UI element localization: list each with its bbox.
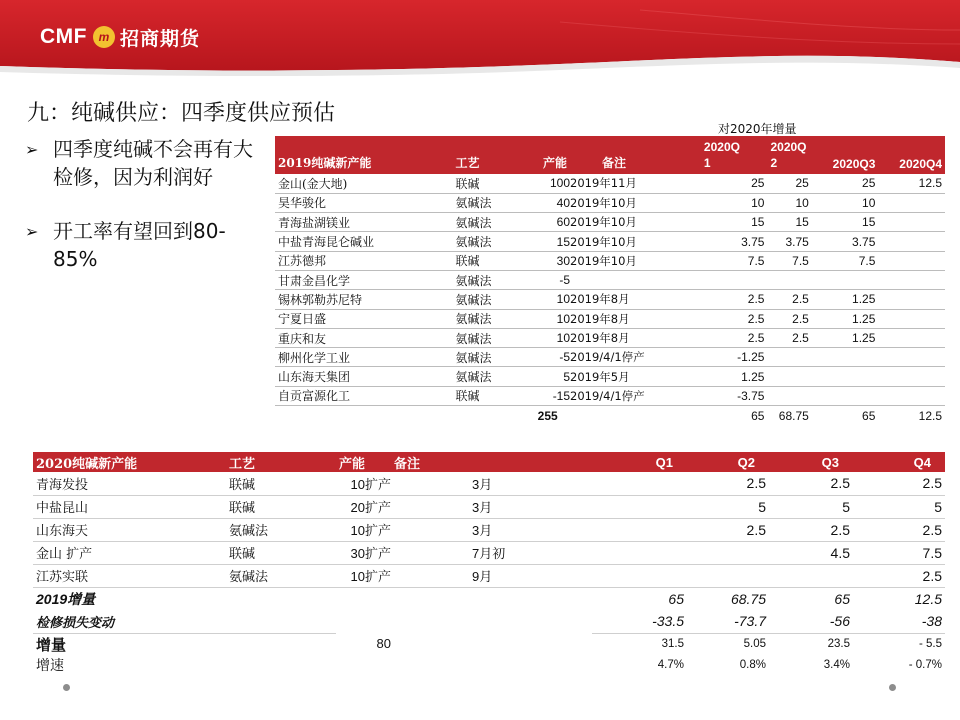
increase-row: [33, 633, 945, 655]
increment-q4: 7.5: [853, 541, 945, 564]
capacity: [336, 518, 391, 541]
increment-q3: [812, 367, 879, 386]
increment-q1: [701, 270, 768, 289]
header-capacity-2019: 2019纯碱新产能: [275, 136, 452, 174]
total-cell: [570, 406, 701, 426]
increment-q4: [878, 290, 945, 309]
remark: 2019年10月: [570, 232, 701, 251]
increment-q2: 3.75: [767, 232, 811, 251]
header-process: 工艺: [452, 136, 525, 174]
capacity: 10: [526, 290, 570, 309]
table-row: [275, 328, 945, 347]
increment-q1: [592, 518, 687, 541]
increment-q2: [767, 367, 811, 386]
process: 氨碱法: [226, 518, 336, 541]
plant-name: 柳州化学工业: [275, 348, 452, 367]
increment-q3: [812, 270, 879, 289]
process: 联碱: [452, 174, 525, 193]
total-cell: 12.5: [878, 406, 945, 426]
increment-q3: 5: [769, 495, 853, 518]
table-row: [33, 564, 945, 587]
process: 联碱: [226, 472, 336, 495]
arrow-bullet-icon: ➢: [25, 140, 39, 159]
start-month: 3月: [472, 495, 592, 518]
increment-q2: [687, 564, 769, 587]
maintenance-q4: -38: [853, 610, 945, 633]
increment-q1: -3.75: [701, 386, 768, 405]
capacity: [336, 541, 391, 564]
increment-q2: [767, 386, 811, 405]
capacity: [336, 495, 391, 518]
capacity-2020-table: [33, 452, 945, 675]
total-cell: 68.75: [767, 406, 811, 426]
remark-spacer: [391, 495, 472, 518]
increment-q4: [878, 386, 945, 405]
growth-spacer: [472, 655, 592, 675]
plant-name: 江苏实联: [33, 564, 226, 587]
process: 氨碱法: [452, 367, 525, 386]
remark: 2019年8月: [570, 328, 701, 347]
bullet-item: [25, 217, 265, 273]
increment-q4: [878, 232, 945, 251]
increment-q2: 10: [767, 193, 811, 212]
plant-name: 金山(金大地): [275, 174, 452, 193]
process: 联碱: [226, 495, 336, 518]
process: 联碱: [452, 386, 525, 405]
increase_2019-spacer: [391, 587, 472, 610]
increment-q1: [592, 495, 687, 518]
remark: 2019年8月: [570, 290, 701, 309]
increase_2019-q2: 68.75: [730, 590, 766, 607]
remark: [570, 270, 701, 289]
increase-q1: 31.5: [661, 638, 684, 650]
start-month: 7月初: [472, 541, 592, 564]
total-cell: [452, 406, 525, 426]
increment-q1: [592, 472, 687, 495]
increment-q4: 2.5: [853, 472, 945, 495]
remark: 2019年10月: [570, 213, 701, 232]
plant-name: 金山 扩产: [33, 541, 226, 564]
process: 氨碱法: [452, 232, 525, 251]
increment-q3: 3.75: [812, 232, 879, 251]
maintenance-label: 检修损失变动: [33, 610, 336, 633]
increment-q4: [878, 193, 945, 212]
remark: 2019年10月: [570, 251, 701, 270]
plant-name: 自贡富源化工: [275, 386, 452, 405]
table-row: [275, 193, 945, 212]
increment-q1: 3.75: [701, 232, 768, 251]
increase-spacer: [391, 633, 472, 655]
process: 氨碱法: [452, 328, 525, 347]
table-row: [275, 386, 945, 405]
growth-q2: 0.8%: [739, 658, 766, 671]
increment-q3: 2.5: [769, 472, 853, 495]
increment-q3: 1.25: [812, 290, 879, 309]
increment-q3: [812, 348, 879, 367]
increment-q4: 5: [853, 495, 945, 518]
increment-q3: [812, 386, 879, 405]
increase-q3: 23.5: [827, 638, 850, 650]
start-month: 9月: [472, 564, 592, 587]
plant-name: 中盐青海昆仑碱业: [275, 232, 452, 251]
increment-q1: 25: [701, 174, 768, 193]
increase_2019-capacity: [336, 587, 391, 610]
increment-q2: 5: [687, 495, 769, 518]
capacity: [336, 472, 391, 495]
plant-name: 青海发投: [33, 472, 226, 495]
plant-name: 锡林郭勒苏尼特: [275, 290, 452, 309]
table-header-row: [33, 452, 945, 472]
total-row: [275, 406, 945, 426]
table-row: [275, 251, 945, 270]
capacity-value: 10: [350, 476, 365, 492]
plant-name: 宁夏日盛: [275, 309, 452, 328]
plant-name: 山东海天: [33, 518, 226, 541]
logo-chinese-text: 招商期货: [120, 27, 201, 50]
arrow-bullet-icon: ➢: [25, 222, 39, 241]
plant-name: 昊华骏化: [275, 193, 452, 212]
increment-q4: 2.5: [853, 518, 945, 541]
capacity-value: 30: [350, 546, 365, 561]
process: 氨碱法: [226, 564, 336, 587]
increment-q1: 2.5: [701, 290, 768, 309]
header-q2: Q2: [687, 452, 769, 472]
capacity-2019-table: [275, 136, 945, 426]
remark: 2019年11月: [570, 174, 701, 193]
increment-q2: 15: [767, 213, 811, 232]
table-row: [33, 472, 945, 495]
growth-capacity: [336, 655, 391, 675]
increment-q4: [878, 367, 945, 386]
header-q4: 2020Q4: [878, 136, 945, 174]
plant-name: 江苏德邦: [275, 251, 452, 270]
bullet-list: [25, 135, 265, 299]
process: 氨碱法: [452, 193, 525, 212]
increment-q4: 2.5: [853, 564, 945, 587]
header-capacity-2020: 2020纯碱新产能: [33, 452, 226, 472]
maintenance-row: [33, 610, 945, 633]
increase_2019-label: 2019增量: [36, 590, 96, 607]
increase-q2: 5.05: [743, 638, 766, 650]
remark: 2019/4/1停产: [570, 348, 701, 367]
process: 氨碱法: [452, 348, 525, 367]
capacity-type: 扩产: [364, 524, 391, 539]
total-cell: 65: [812, 406, 879, 426]
capacity: 10: [526, 309, 570, 328]
capacity-type: 扩产: [364, 477, 391, 493]
increment-q2: 2.5: [687, 472, 769, 495]
increment-q2: [687, 541, 769, 564]
table-row: [33, 518, 945, 541]
remark: 2019年10月: [570, 193, 701, 212]
increment-q3: 1.25: [812, 328, 879, 347]
increment-q1: 2.5: [701, 309, 768, 328]
table-header-row: [275, 136, 945, 174]
increment-q4: [878, 251, 945, 270]
remark-spacer: [391, 518, 472, 541]
plant-name: 青海盐湖镁业: [275, 213, 452, 232]
increment-q1: 7.5: [701, 251, 768, 270]
increase-q4: - 5.5: [918, 638, 942, 650]
increment-q2: 7.5: [767, 251, 811, 270]
table-row: [275, 290, 945, 309]
increment-q4: [878, 328, 945, 347]
header-q4: Q4: [853, 452, 945, 472]
increase-label: 增量: [36, 635, 67, 654]
increment-q1: 1.25: [701, 367, 768, 386]
increment-q1: [592, 564, 687, 587]
table-row: [275, 213, 945, 232]
bullet-text: 四季度纯碱不会再有大检修，因为利润好: [53, 137, 253, 189]
page-title: 九：纯碱供应：四季度供应预估: [27, 101, 336, 126]
increment-q4: [878, 348, 945, 367]
header-q1: 2020Q 1: [701, 136, 768, 174]
remark: 2019/4/1停产: [570, 386, 701, 405]
table-row: [33, 495, 945, 518]
bullet-item: [25, 135, 265, 191]
increase_2019-row: [33, 587, 945, 610]
header-process: 工艺: [226, 452, 336, 472]
capacity: [336, 564, 391, 587]
increment-q3: 10: [812, 193, 879, 212]
plant-name: 中盐昆山: [33, 495, 226, 518]
process: 联碱: [452, 251, 525, 270]
maintenance-q1: -33.5: [592, 610, 687, 633]
increase-capacity: 80: [376, 636, 391, 652]
increment-q2: 2.5: [767, 290, 811, 309]
process: 氨碱法: [452, 270, 525, 289]
increment-title: 对2020年增量: [718, 122, 797, 136]
capacity-type: 扩产: [364, 501, 391, 516]
header-blank: [472, 452, 592, 472]
table-row: [275, 232, 945, 251]
capacity-value: 10: [350, 569, 365, 584]
remark: 2019年5月: [570, 367, 701, 386]
increment-q3: [769, 564, 853, 587]
total-cell: 65: [701, 406, 768, 426]
maintenance-q3: -56: [769, 610, 853, 633]
header-banner: [0, 0, 960, 78]
increment-q1: [592, 541, 687, 564]
increment-q2: 25: [767, 174, 811, 193]
capacity: 30: [526, 251, 570, 270]
maintenance-q2: -73.7: [687, 610, 769, 633]
remark-spacer: [391, 541, 472, 564]
header-capacity: 产能: [526, 136, 570, 174]
increment-q2: 2.5: [767, 328, 811, 347]
increment-q3: 15: [812, 213, 879, 232]
capacity-type: 扩产: [364, 570, 391, 585]
increase-spacer: [472, 633, 592, 655]
maintenance-spacer: [391, 610, 472, 633]
increment-q1: 15: [701, 213, 768, 232]
process: 氨碱法: [452, 213, 525, 232]
start-month: 3月: [472, 518, 592, 541]
process: 联碱: [226, 541, 336, 564]
increment-q2: 2.5: [687, 518, 769, 541]
increment-q2: 2.5: [767, 309, 811, 328]
table-row: [275, 270, 945, 289]
increment-q4: 12.5: [878, 174, 945, 193]
start-month: 3月: [472, 472, 592, 495]
process: 氨碱法: [452, 290, 525, 309]
header-remark: 备注: [570, 136, 701, 174]
capacity: -15: [526, 386, 570, 405]
increment-q3: 25: [812, 174, 879, 193]
increment-q3: 2.5: [769, 518, 853, 541]
header-q1: Q1: [592, 452, 687, 472]
process: 氨碱法: [452, 309, 525, 328]
increment-q1: 2.5: [701, 328, 768, 347]
increase_2019-spacer: [472, 587, 592, 610]
increment-q4: [878, 270, 945, 289]
increment-q1: -1.25: [701, 348, 768, 367]
header-remark: 备注: [391, 452, 472, 472]
header-q3: 2020Q3: [812, 136, 879, 174]
capacity: 60: [526, 213, 570, 232]
table-row: [275, 309, 945, 328]
growth-q1: 4.7%: [657, 658, 684, 671]
capacity: -5: [526, 348, 570, 367]
growth-spacer: [391, 655, 472, 675]
increase_2019-q1: 65: [668, 590, 684, 607]
increment-q3: 7.5: [812, 251, 879, 270]
increase_2019-q4: 12.5: [914, 590, 942, 607]
capacity: 40: [526, 193, 570, 212]
slide-dot-right: [889, 684, 896, 691]
logo-badge-icon: m: [93, 26, 115, 48]
maintenance-capacity: [336, 610, 391, 633]
plant-name: 山东海天集团: [275, 367, 452, 386]
bullet-text: 开工率有望回到80-85%: [53, 219, 226, 271]
slide-dot-left: [63, 684, 70, 691]
increment-q3: 4.5: [769, 541, 853, 564]
capacity: 10: [526, 328, 570, 347]
increment-q2: [767, 348, 811, 367]
capacity: 5: [526, 367, 570, 386]
capacity: 100: [526, 174, 570, 193]
increment-q4: [878, 309, 945, 328]
increase_2019-q3: 65: [834, 590, 850, 607]
increment-q1: 10: [701, 193, 768, 212]
growth-row: [33, 655, 945, 675]
increment-q4: [878, 213, 945, 232]
capacity-value: 10: [350, 523, 365, 538]
increment-q2: [767, 270, 811, 289]
header-q3: Q3: [769, 452, 853, 472]
remark: 2019年8月: [570, 309, 701, 328]
company-logo: [40, 24, 200, 50]
growth-q4: - 0.7%: [908, 658, 942, 671]
table-row: [275, 367, 945, 386]
plant-name: 重庆和友: [275, 328, 452, 347]
remark-spacer: [391, 472, 472, 495]
total-cell: 255: [526, 406, 570, 426]
capacity: 15: [526, 232, 570, 251]
table-row: [33, 541, 945, 564]
maintenance-spacer: [472, 610, 592, 633]
logo-latin-text: CMF: [40, 25, 87, 48]
increment-q3: 1.25: [812, 309, 879, 328]
remark-spacer: [391, 564, 472, 587]
header-q2: 2020Q 2: [767, 136, 811, 174]
total-cell: [275, 406, 452, 426]
header-capacity: 产能: [336, 452, 391, 472]
table-row: [275, 174, 945, 193]
capacity: -5: [526, 270, 570, 289]
growth-q3: 3.4%: [823, 658, 850, 671]
plant-name: 甘肃金昌化学: [275, 270, 452, 289]
capacity-type: 扩产: [364, 547, 391, 562]
capacity-value: 20: [350, 500, 365, 515]
growth-label: 增速: [36, 657, 64, 674]
table-row: [275, 348, 945, 367]
